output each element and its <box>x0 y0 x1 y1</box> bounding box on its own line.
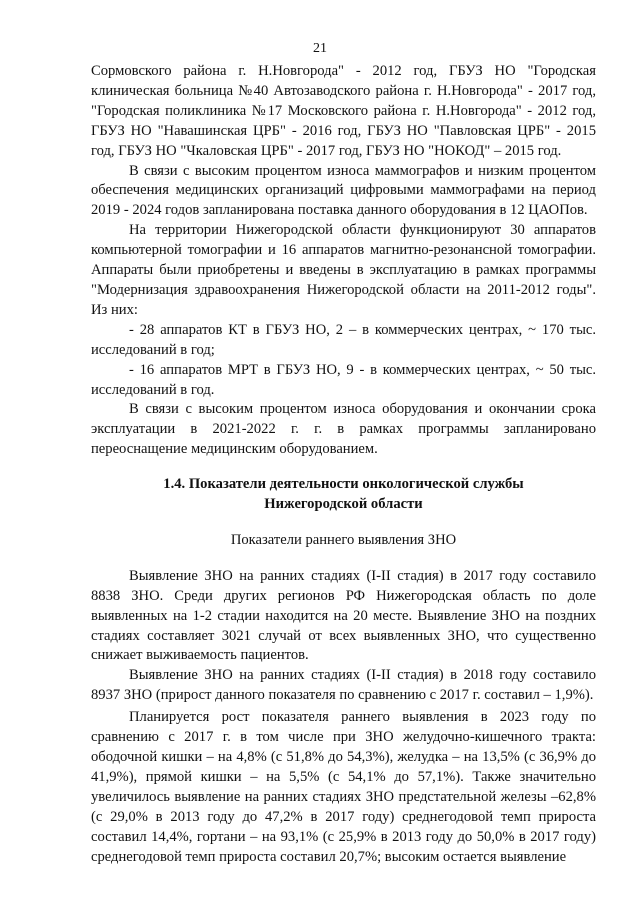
page-number: 21 <box>313 41 327 56</box>
paragraph-reequipment: В связи с высоким процентом износа оборудования и окончании срока эксплуатации в 2021-2022 г. г. в рамках программы запланировано переоснащение медицинским оборудованием. <box>91 401 596 458</box>
paragraph-ct-mri-count: На территории Нижегородской области функционируют 30 аппаратов компьютерной томографии и 16 аппаратов магнитно-резонансной томографии. Аппараты были приобретены и введены в эксплуатацию в рамках программы "Модернизация здравоохранения Нижегородской области на 2011-2012 годы". Из них: <box>91 222 596 318</box>
paragraph-early-detection-2018: Выявление ЗНО на ранних стадиях (I-II стадия) в 2018 году составило 8937 ЗНО (прирост данного показателя по сравнению с 2017 г. составил – 1,9%). <box>91 667 596 704</box>
paragraph-mri-list-item: - 16 аппаратов МРТ в ГБУЗ НО, 9 - в коммерческих центрах, ~ 50 тыс. исследований в год. <box>91 361 596 398</box>
paragraph-mammographs: В связи с высоким процентом износа маммографов и низким процентом обеспечения медицинских организаций цифровыми маммографами на период 2019 - 2024 годов запланирована поставка данного оборудования в 12 ЦАОПов. <box>91 162 596 219</box>
paragraph-early-detection-2017: Выявление ЗНО на ранних стадиях (I-II стадия) в 2017 году составило 8838 ЗНО. Среди других регионов РФ Нижегородская область по доле выявленных на 1-2 стадии находится на 20 месте. Выявление ЗНО на поздних стадиях составляет 3021 случай от всех выявленных ЗНО, что существенно снижает выживаемость пациентов. <box>91 567 596 664</box>
paragraph-planned-growth: Планируется рост показателя раннего выявления в 2023 году по сравнению с 2017 г. в том числе при ЗНО желудочно-кишечного тракта: ободочной кишки – на 4,8% (с 51,8% до 54,3%), желудка – на 13,5% (с 36,9% до 41,9%), прямой кишки – на 5,5% (с 54,1% до 57,1%). Также значительно увеличилось выявление на ранних стадиях ЗНО предстательной железы –62,8% (с 29,0% в 2013 году до 47,2% в 2017 году) среднегодовой темп прироста составил 14,4%, гортани – на 93,1% (с 25,9% в 2013 году до 50,0% в 2017 году) среднегодовой темп прироста составил 20,7%; высоким остается выявление <box>91 709 596 865</box>
paragraph-ct-list-item: - 28 аппаратов КТ в ГБУЗ НО, 2 – в коммерческих центрах, ~ 170 тыс. исследований в год; <box>91 321 596 358</box>
document-body <box>91 62 596 867</box>
section-subheading: Показатели раннего выявления ЗНО <box>230 531 457 548</box>
paragraph-hospitals-list: Сормовского района г. Н.Новгорода" - 2012 год, ГБУЗ НО "Городская клиническая больница №40 Автозаводского района г. Н.Новгорода" - 2017 год, "Городская поликлиника №17 Московского района г. Н.Новгорода" - 2012 год, ГБУЗ НО "Навашинская ЦРБ" - 2016 год, ГБУЗ НО "Павловская ЦРБ" - 2015 год, ГБУЗ НО "Чкаловская ЦРБ" - 2017 год, ГБУЗ НО "НОКОД" – 2015 год. <box>91 63 596 159</box>
section-heading: 1.4. Показатели деятельности онкологической службы Нижегородской области <box>163 476 524 513</box>
